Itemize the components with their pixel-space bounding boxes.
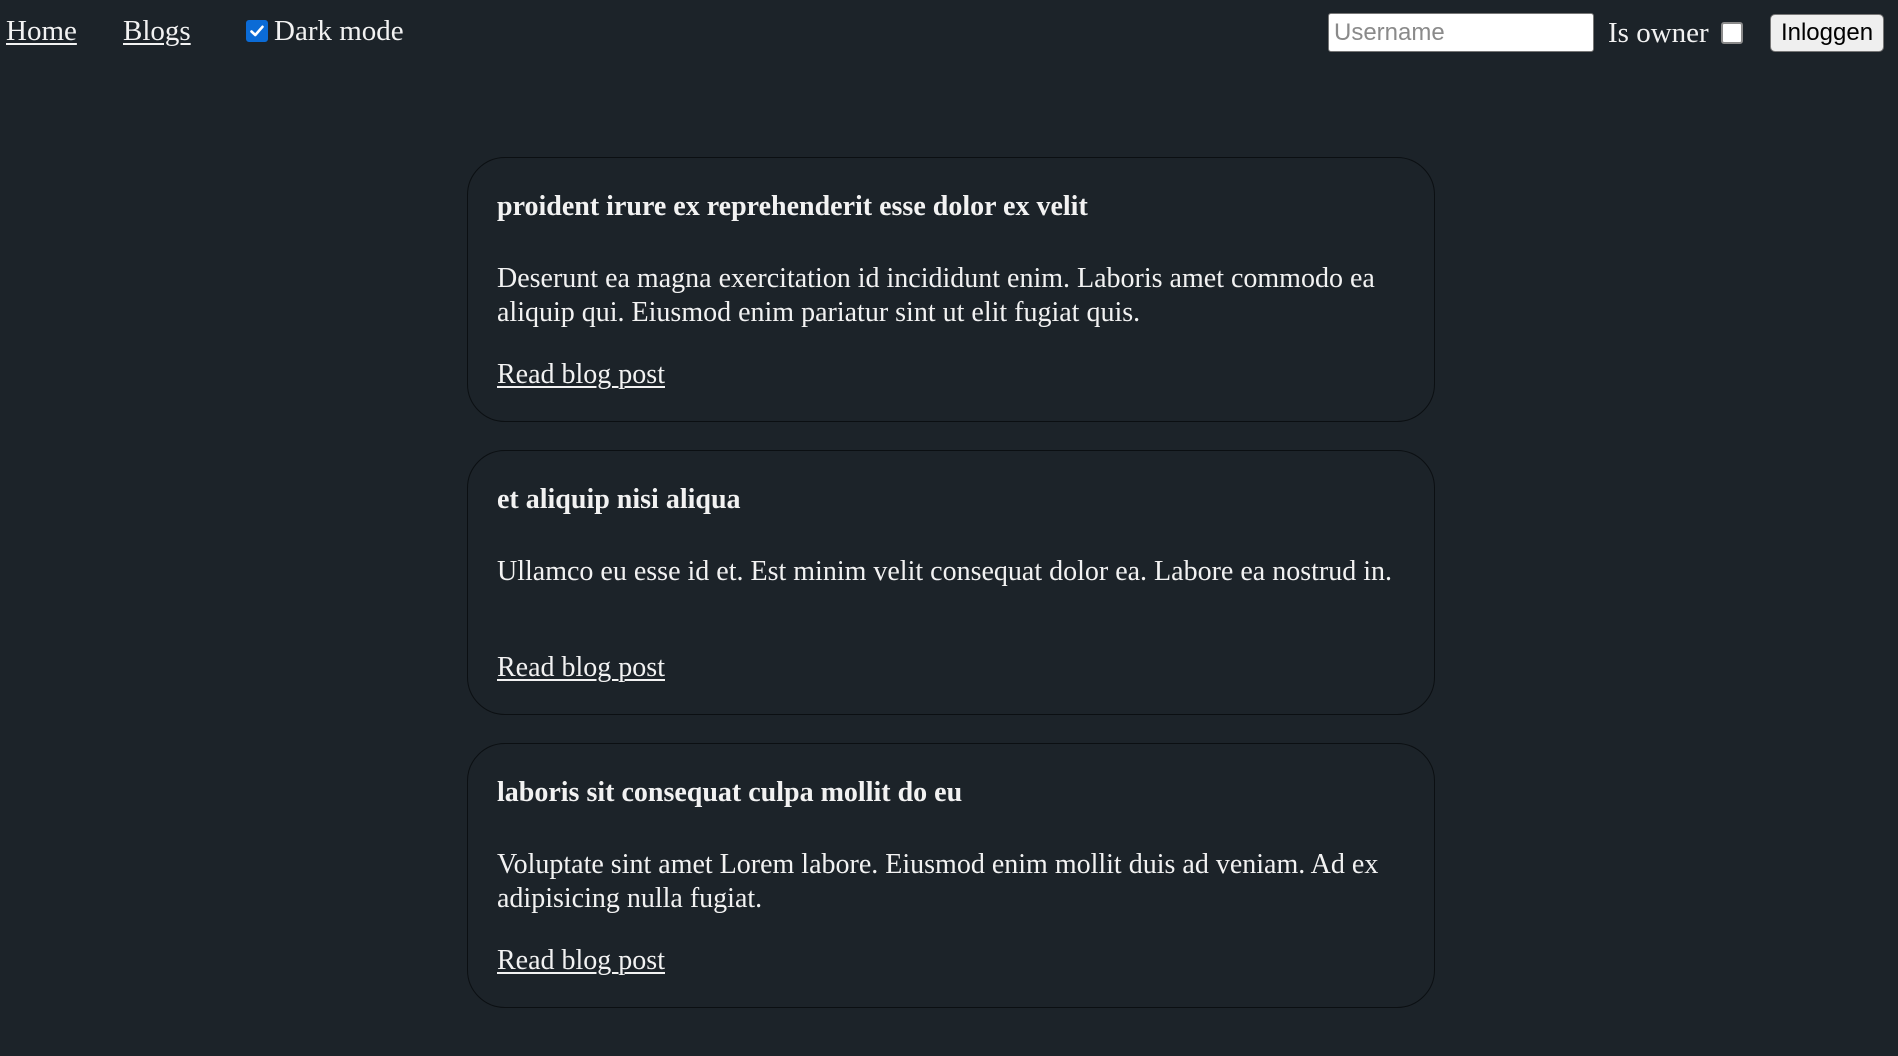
blog-post-card [467,450,1435,715]
username-input[interactable] [1328,13,1594,52]
post-excerpt: Deserunt ea magna exercitation id incididunt enim. Laboris amet commodo ea aliquip qui. Eiusmod enim pariatur sint ut elit fugiat quis. [497,263,1375,328]
read-blog-post-link[interactable]: Read blog post [497,359,665,390]
blog-post-card [467,157,1435,422]
read-blog-post-link[interactable]: Read blog post [497,652,665,683]
post-excerpt: Ullamco eu esse id et. Est minim velit consequat dolor ea. Labore ea nostrud in. [497,556,1392,587]
dark-mode-toggle[interactable] [246,14,404,48]
nav-blogs-link[interactable]: Blogs [123,15,191,47]
read-blog-post-link[interactable]: Read blog post [497,945,665,976]
is-owner-checkbox[interactable] [1721,22,1743,44]
top-bar [0,0,1898,64]
dark-mode-label: Dark mode [274,15,404,47]
checkmark-icon [249,23,265,39]
blog-post-list [467,157,1435,1036]
blog-post-card [467,743,1435,1008]
nav-home-link[interactable]: Home [6,15,77,47]
post-excerpt: Voluptate sint amet Lorem labore. Eiusmod enim mollit duis ad veniam. Ad ex adipisicing nulla fugiat. [497,849,1379,914]
dark-mode-checkbox[interactable] [246,20,268,42]
post-title: et aliquip nisi aliqua [497,484,741,515]
post-title: laboris sit consequat culpa mollit do eu [497,777,963,808]
login-button[interactable]: Inloggen [1770,14,1884,52]
is-owner-label: Is owner [1608,17,1709,49]
post-title: proident irure ex reprehenderit esse dolor ex velit [497,191,1088,222]
